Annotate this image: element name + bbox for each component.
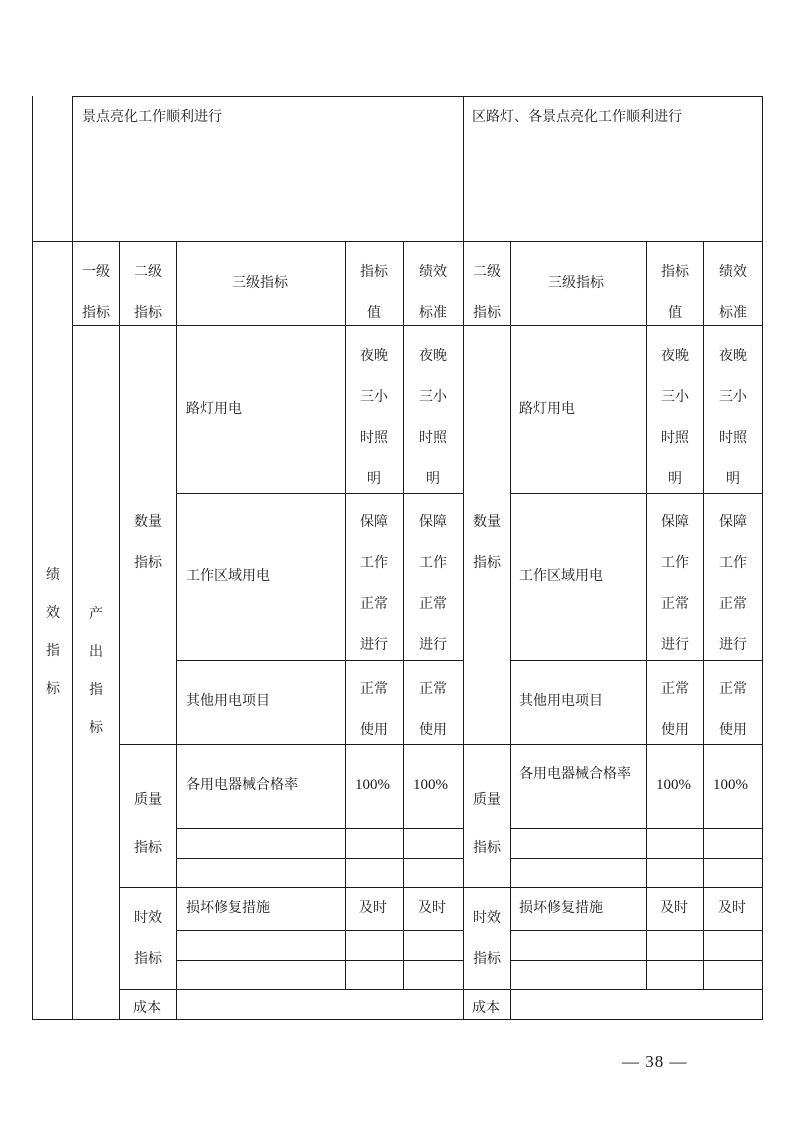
header-level2-left: 二级指标 bbox=[134, 264, 162, 321]
row-workarea-name-right: 工作区域用电 bbox=[519, 568, 603, 584]
row-workarea-standard-right: 保障工作正常进行 bbox=[719, 514, 747, 653]
row-workarea-name-left: 工作区域用电 bbox=[186, 568, 270, 584]
timeliness-indicator-right: 时效指标 bbox=[473, 910, 501, 967]
row-other-value-right: 正常使用 bbox=[661, 681, 689, 738]
quality-indicator-left: 质量指标 bbox=[134, 792, 162, 856]
quantity-indicator-left: 数量指标 bbox=[134, 514, 162, 571]
row-repair-name-right: 损坏修复措施 bbox=[519, 900, 603, 916]
cost-indicator-right: 成本 bbox=[472, 1000, 500, 1016]
quality-indicator-right: 质量指标 bbox=[473, 792, 501, 856]
row-equipment-standard-left: 100% bbox=[413, 777, 448, 793]
row-other-name-right: 其他用电项目 bbox=[519, 693, 603, 709]
row-equipment-value-left: 100% bbox=[355, 777, 390, 793]
cost-indicator-left: 成本 bbox=[133, 1000, 161, 1016]
row-streetlight-value-left: 夜晚三小时照明 bbox=[360, 348, 388, 487]
quantity-indicator-right: 数量指标 bbox=[473, 514, 501, 571]
header-level3-left: 三级指标 bbox=[232, 275, 288, 291]
row-streetlight-standard-left: 夜晚三小时照明 bbox=[419, 348, 447, 487]
goal-text-left: 景点亮化工作顺利进行 bbox=[82, 109, 222, 125]
timeliness-indicator-left: 时效指标 bbox=[134, 910, 162, 967]
row-repair-value-left: 及时 bbox=[359, 900, 387, 916]
page-number: — 38 — bbox=[622, 1052, 688, 1071]
row-repair-standard-right: 及时 bbox=[718, 900, 746, 916]
row-repair-standard-left: 及时 bbox=[418, 900, 446, 916]
row-workarea-standard-left: 保障工作正常进行 bbox=[419, 514, 447, 653]
header-value-right: 指标值 bbox=[661, 264, 689, 321]
row-other-standard-right: 正常使用 bbox=[719, 681, 747, 738]
output-indicator-label: 产出指标 bbox=[89, 606, 103, 736]
header-level3-right: 三级指标 bbox=[548, 275, 604, 291]
row-other-standard-left: 正常使用 bbox=[419, 681, 447, 738]
row-equipment-name-right: 各用电器械合格率 bbox=[519, 766, 631, 782]
row-workarea-value-right: 保障工作正常进行 bbox=[661, 514, 689, 653]
row-equipment-standard-right: 100% bbox=[713, 777, 748, 793]
header-level1: 一级指标 bbox=[82, 264, 110, 321]
goal-text-right: 区路灯、各景点亮化工作顺利进行 bbox=[472, 109, 682, 125]
row-workarea-value-left: 保障工作正常进行 bbox=[360, 514, 388, 653]
row-repair-value-right: 及时 bbox=[660, 900, 688, 916]
header-value-left: 指标值 bbox=[360, 264, 388, 321]
header-level2-right: 二级指标 bbox=[473, 264, 501, 321]
perf-indicator-label: 绩效指标 bbox=[46, 567, 60, 697]
row-equipment-name-left: 各用电器械合格率 bbox=[186, 777, 298, 793]
row-repair-name-left: 损坏修复措施 bbox=[186, 900, 270, 916]
row-streetlight-name-right: 路灯用电 bbox=[519, 401, 575, 417]
row-other-value-left: 正常使用 bbox=[360, 681, 388, 738]
row-streetlight-value-right: 夜晚三小时照明 bbox=[661, 348, 689, 487]
row-equipment-value-right: 100% bbox=[656, 777, 691, 793]
row-other-name-left: 其他用电项目 bbox=[186, 693, 270, 709]
header-standard-right: 绩效标准 bbox=[719, 264, 747, 321]
row-streetlight-name-left: 路灯用电 bbox=[186, 401, 242, 417]
row-streetlight-standard-right: 夜晚三小时照明 bbox=[719, 348, 747, 487]
header-standard-left: 绩效标准 bbox=[419, 264, 447, 321]
